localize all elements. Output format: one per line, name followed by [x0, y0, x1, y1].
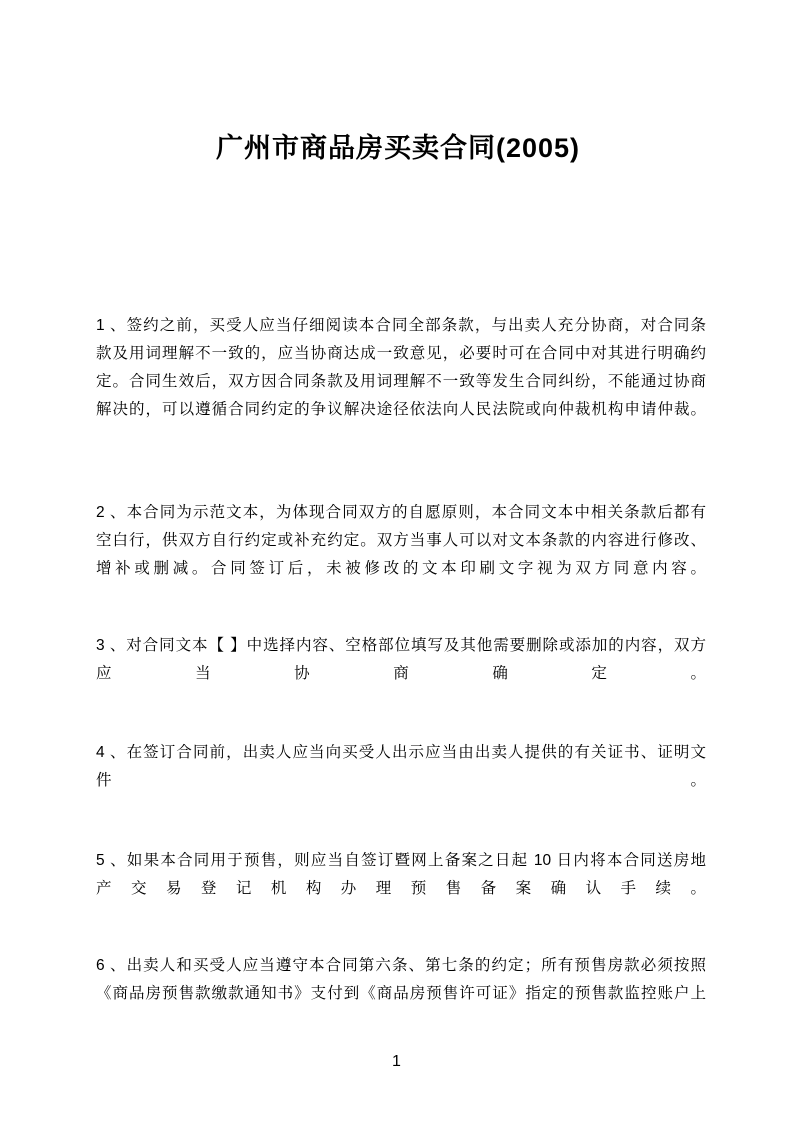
paragraph-2 — [96, 499, 706, 583]
paragraph-1 — [96, 312, 706, 424]
paragraph-line: 定。合同生效后，双方因合同条款及用词理解不一致等发生合同纠纷，不能通过协商 — [96, 373, 706, 390]
paragraph-line: 《商品房预售款缴款通知书》支付到《商品房预售许可证》指定的预售款监控账户上 — [96, 985, 706, 1002]
paragraph-line: 1 、签约之前，买受人应当仔细阅读本合同全部条款，与出卖人充分协商，对合同条 — [96, 317, 706, 334]
paragraph-4 — [96, 739, 706, 795]
paragraph-line: 款及用词理解不一致的，应当协商达成一致意见，必要时可在合同中对其进行明确约 — [96, 345, 706, 362]
paragraph-line: 5 、如果本合同用于预售，则应当自签订暨网上备案之日起 10 日内将本合同送房地 — [96, 852, 706, 869]
paragraph-line: 解决的，可以遵循合同约定的争议解决途径依法向人民法院或向仲裁机构申请仲裁。 — [96, 401, 706, 418]
paragraph-line: 应当协商确定。 — [96, 665, 706, 682]
paragraph-line: 空白行，供双方自行约定或补充约定。双方当事人可以对文本条款的内容进行修改、 — [96, 532, 706, 549]
paragraph-line: 产交易登记机构办理预售备案确认手续。 — [96, 880, 706, 897]
paragraph-line: 4 、在签订合同前，出卖人应当向买受人出示应当由出卖人提供的有关证书、证明文 — [96, 744, 706, 761]
paragraph-5 — [96, 847, 706, 903]
paragraph-line: 3 、对合同文本【 】中选择内容、空格部位填写及其他需要删除或添加的内容，双方 — [96, 637, 706, 654]
paragraph-line: 件。 — [96, 772, 706, 789]
paragraph-line: 增补或删减。合同签订后，未被修改的文本印刷文字视为双方同意内容。 — [96, 560, 706, 577]
page-number: 1 — [392, 1053, 401, 1070]
document-title: 广州市商品房买卖合同(2005) — [215, 133, 581, 163]
paragraph-3 — [96, 632, 706, 688]
paragraph-6 — [96, 952, 706, 1008]
paragraph-line: 6 、出卖人和买受人应当遵守本合同第六条、第七条的约定；所有预售房款必须按照 — [96, 957, 706, 974]
paragraph-line: 2 、本合同为示范文本，为体现合同双方的自愿原则，本合同文本中相关条款后都有 — [96, 504, 706, 521]
